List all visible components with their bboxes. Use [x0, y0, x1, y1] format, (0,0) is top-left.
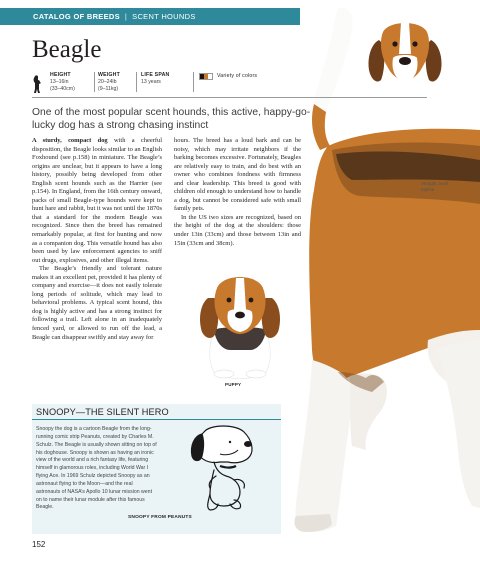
- sidebar-title: SNOOPY—THE SILENT HERO: [36, 407, 169, 417]
- page-number: 152: [32, 540, 46, 549]
- beagle-head-photo: [365, 14, 445, 94]
- snoopy-cartoon-illustration: [180, 422, 270, 514]
- stats-divider: [193, 72, 194, 92]
- height-value-metric: (33–40cm): [50, 86, 75, 92]
- stats-rule: [32, 97, 427, 98]
- beagle-puppy-photo: [194, 270, 286, 380]
- tail-caption: Straight, level topline: [421, 181, 449, 192]
- body-paragraph: In the US two sizes are recognized, based on the height of the dog at the shoulders: those under 13in (33cm) and those between 13in and 15in (33cm and 38cm).: [174, 213, 301, 247]
- puppy-caption: PUPPY: [225, 382, 242, 387]
- section-header: [33, 10, 196, 23]
- sidebar-text: Snoopy the dog is a cartoon Beagle from the long-running comic strip Peanuts, created by Charles M. Schulz. The Beagle is usually shown sitting on top of his doghouse. Snoopy is shown as having an ironic view of the world and a rich fantasy life, featuring himself in glamorous roles, including World War I flying Ace. In 1969 Schulz depicted Snoopy as an astronaut flying to the Moon—and the real astronauts of NASA’s Apollo 10 lunar mission went on to name their lunar module after this famous Beagle.: [36, 426, 157, 511]
- color-swatch-white: [208, 74, 212, 79]
- weight-label: WEIGHT: [98, 72, 120, 78]
- weight-value-imperial: 20–24lb: [98, 79, 117, 85]
- sidebar-rule: [32, 419, 281, 420]
- page-title: Beagle: [32, 36, 102, 63]
- color-swatches: [199, 73, 213, 80]
- lead-paragraph: One of the most popular scent hounds, this active, happy-go-lucky dog has a strong chasing instinct: [32, 107, 311, 131]
- body-paragraph: The Beagle’s friendly and tolerant nature makes it an excellent pet, provided it has plenty of company and exercise—it does not easily tolerate long periods of solitude, which may lead to behavioral problems. A typical scent hound, this dog is highly active and has a strong instinct for following a trail. Left alone in an inadequately fenced yard, or allowed to run off the lead, a Beagle can disappear swiftly and stay away for: [32, 265, 162, 341]
- height-value-imperial: 13–16in: [50, 79, 69, 85]
- stats-divider: [94, 72, 95, 92]
- dog-silhouette-icon: [32, 74, 42, 94]
- lifespan-value: 13 years: [141, 79, 161, 85]
- body-column-2: [174, 137, 301, 248]
- lifespan-label: LIFE SPAN: [141, 72, 170, 78]
- snoopy-caption: SNOOPY FROM PEANUTS: [128, 515, 192, 520]
- body-paragraph-text: with a cheerful disposition, the Beagle looks similar to an English Foxhound (see p.158) in miniature. The Beagle’s origins are unclear, but it appears to have a long history, possibly being developed from other English scent hounds such as the Harrier (see p.154). In England, from the 16th century onward, packs of small Beagle-type hounds were kept to hunt hare and rabbit, but it was not until the 1870s that a standard for the modern Beagle was recognized. Since then the breed has remained remarkably popular, at first for hunting and now as a companion dog. This versatile hound has also been used by law enforcement agencies to sniff out drugs, explosives, and other illegal items.: [32, 137, 162, 264]
- weight-value-metric: (9–11kg): [98, 86, 119, 92]
- colors-label: Variety of colors: [217, 73, 258, 79]
- lead-in-bold: A sturdy, compact dog: [32, 137, 108, 144]
- body-column-1: [32, 137, 162, 342]
- catalog-label: CATALOG OF BREEDS: [33, 12, 120, 21]
- body-paragraph: hours. The breed has a loud bark and can be noisy, which may irritate neighbors if the barking becomes excessive. Fortunately, Beagles are relatively easy to train, and do best with an owner who combines fondness with firmness and clear leadership. This breed is good with children old enough to understand how to handle a dog, but cannot be considered safe with small family pets.: [174, 137, 301, 213]
- subcategory-label: SCENT HOUNDS: [132, 12, 196, 21]
- height-label: HEIGHT: [50, 72, 71, 78]
- stats-divider: [136, 72, 137, 92]
- body-paragraph: [32, 137, 162, 265]
- header-separator: |: [124, 12, 128, 21]
